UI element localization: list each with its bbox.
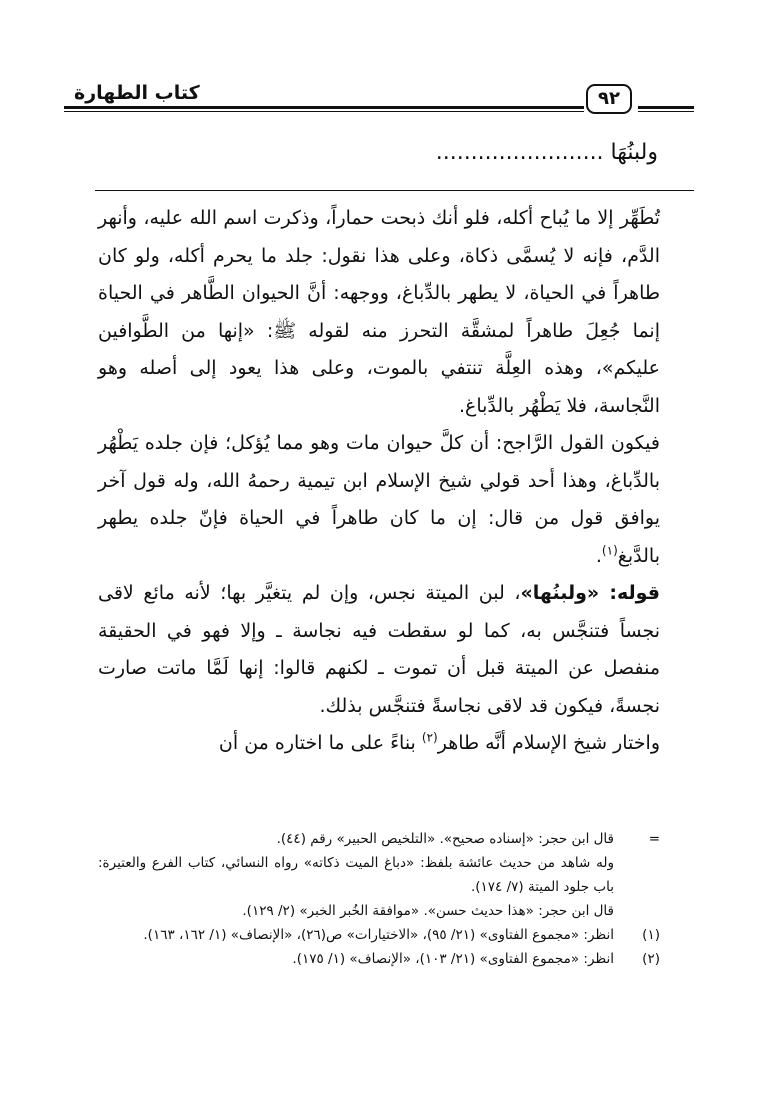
footnote-row — [98, 923, 660, 947]
footnote-mark: (٢) — [642, 951, 660, 967]
footnote-text: قال ابن حجر: «إسناده صحيح». «التلخيص الحبير» رقم (٤٤). — [276, 831, 614, 847]
paragraph-2-end: . — [595, 544, 602, 567]
footnote-text: وله شاهد من حديث عائشة بلفظ: «دباغ الميت ذكاته» رواه النسائي، كتاب الفرع والعتيرة: باب جلود الميتة (٧/ ١٧٤). — [98, 855, 614, 895]
footnote-row — [98, 851, 660, 899]
paragraph-4-text-b: بناءً على ما اختاره من أن — [218, 732, 422, 754]
footnote-mark — [614, 851, 660, 899]
footnote-mark: (١) — [642, 927, 660, 943]
footnote-ref-2: (٢) — [421, 730, 438, 745]
paragraph-2 — [98, 425, 660, 575]
page-header — [64, 72, 694, 122]
footnote-text: انظر: «مجموع الفتاوى» (٢١/ ٩٥)، «الاختيارات» ص(٢٦)، «الإنصاف» (١/ ١٦٢، ١٦٣). — [143, 927, 614, 943]
footnote-row — [98, 899, 660, 923]
topic-divider — [95, 190, 694, 191]
footnote-text: انظر: «مجموع الفتاوى» (٢١/ ١٠٣)، «الإنصاف» (١/ ١٧٥). — [292, 951, 614, 967]
footnote-ref-1: (١) — [601, 543, 618, 558]
paragraph-2-text: فيكون القول الرَّاجح: أن كلَّ حيوان مات وهو مما يُؤكل؛ فإن جلده يَطْهُر بالدِّباغ، وهذا أحد قولي شيخ الإسلام ابن تيمية رحمهُ الله، وله قول آخر يوافق قول من قال: إن ما كان طاهراً في الحياة فإنّ جلده يطهر بالدَّبغ — [98, 432, 660, 567]
paragraph-3-text: ، لبن الميتة نجس، وإن لم يتغيَّر بها؛ لأنه مائع لاقى نجساً فتنجَّس به، كما لو سقطت فيه نجاسة ـ وإلا فهو في الحقيقة منفصل عن الميتة قبل أن تموت ـ لكنهم قالوا: إنها لَمَّا ماتت صارت نجسةً، فيكون قد لاقى نجاسةً فتنجَّس بذلك. — [98, 582, 660, 717]
paragraph-1 — [98, 200, 660, 425]
paragraph-1-text: تُطَهِّر إلا ما يُباح أكله، فلو أنك ذبحت حماراً، وذكرت اسم الله عليه، وأنهر الدَّم، فإنه لا يُسمَّى ذكاة، وعلى هذا نقول: جلد ما يحرم أكله، ولو كان طاهراً في الحياة، لا يطهر بالدِّباغ، ووجهه: أنَّ الحيوان الطَّاهر في الحياة إنما جُعِلَ طاهراً لمشقَّة التحرز منه لقوله ﷺ: «إنها من الطَّوافين عليكم»، وهذه العِلَّة تنتفي بالموت، وعلى هذا يعود إلى أصله وهو النَّجاسة، فلا يَطْهُر بالدِّباغ. — [98, 207, 660, 417]
footnotes — [98, 827, 660, 971]
paragraph-3 — [98, 575, 660, 725]
main-text — [98, 200, 660, 763]
topic-heading: ولبنُهَا ........................ — [435, 140, 658, 165]
paragraph-3-keyword: قوله: «ولبنُها» — [520, 582, 661, 604]
book-title: كتاب الطهارة — [74, 82, 200, 104]
paragraph-4 — [98, 725, 660, 763]
paragraph-4-text-a: واختار شيخ الإسلام أنَّه طاهر — [437, 732, 660, 754]
page-number: ٩٢ — [586, 84, 632, 114]
footnote-text: قال ابن حجر: «هذا حديث حسن». «موافقة الخُبر الخبر» (٢/ ١٢٩). — [242, 903, 614, 919]
footnote-row — [98, 827, 660, 851]
footnote-mark — [614, 899, 660, 923]
footnote-mark: = — [648, 831, 660, 847]
footnote-row — [98, 947, 660, 971]
